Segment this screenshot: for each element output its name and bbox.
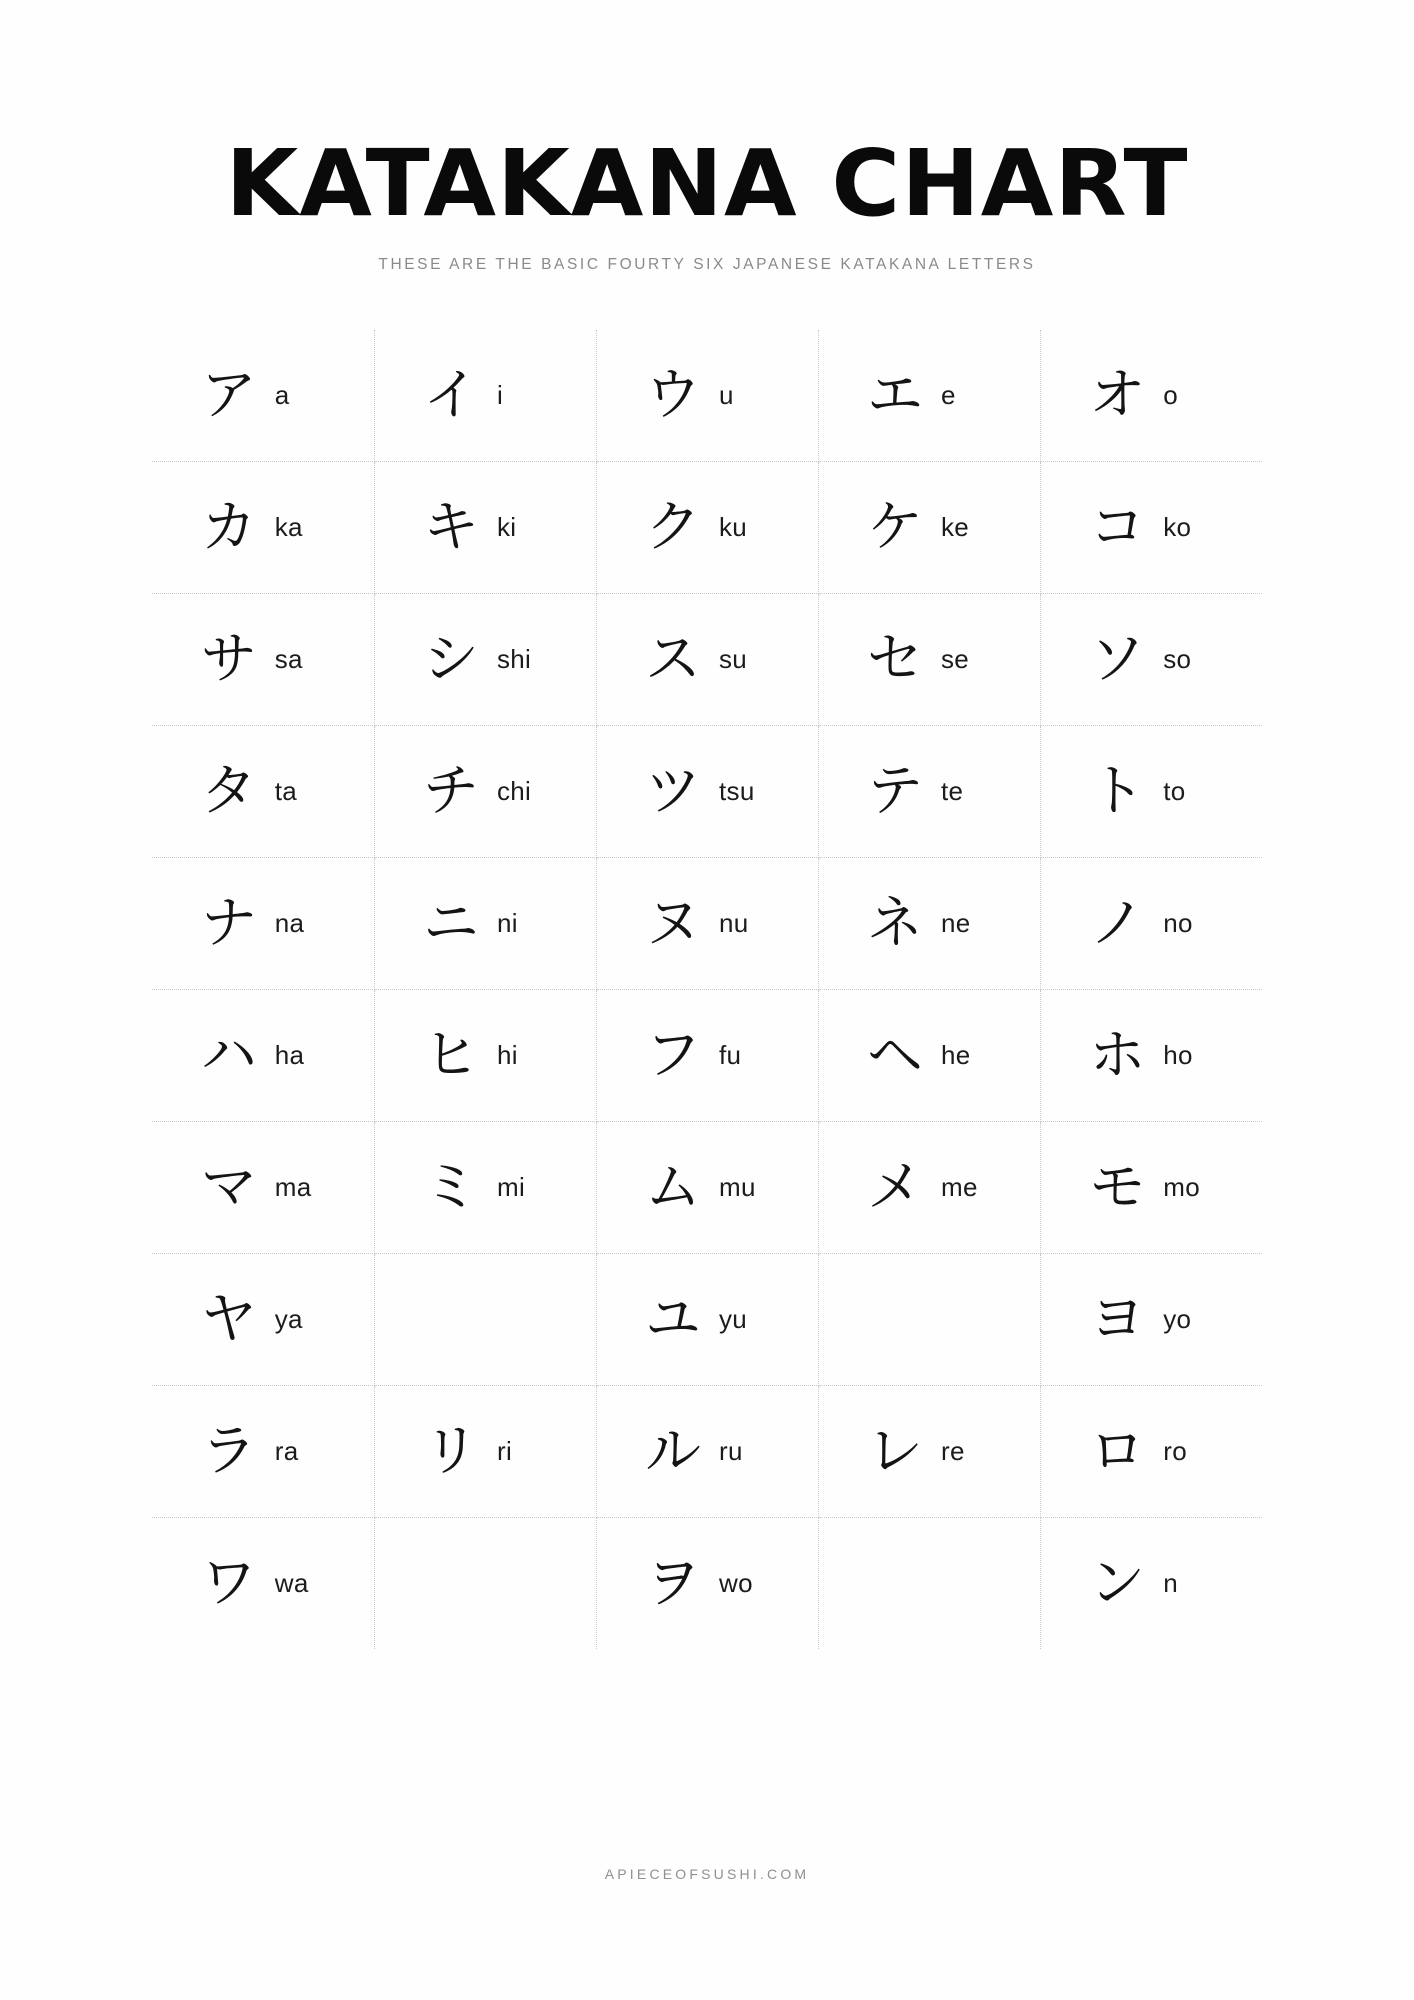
kana-cell bbox=[596, 858, 818, 990]
kana-cell-content bbox=[375, 1518, 596, 1649]
romaji-label: fu bbox=[719, 1040, 742, 1070]
kana-cell-content bbox=[375, 330, 596, 461]
romaji-label: hi bbox=[497, 1040, 518, 1070]
kana-cell-content bbox=[1041, 726, 1263, 857]
kana-cell-content bbox=[375, 1386, 596, 1517]
kana-cell-content bbox=[152, 1386, 374, 1517]
kana-cell bbox=[818, 462, 1040, 594]
table-row bbox=[152, 1518, 1262, 1650]
footer-credit: APIECEOFSUSHI.COM bbox=[604, 1866, 810, 1882]
kana-glyph: ネ bbox=[867, 890, 923, 956]
romaji-label: ya bbox=[274, 1304, 303, 1334]
kana-glyph: リ bbox=[423, 1418, 479, 1484]
kana-cell bbox=[596, 594, 818, 726]
kana-cell-content bbox=[375, 726, 596, 857]
kana-cell bbox=[818, 726, 1040, 858]
kana-glyph: シ bbox=[423, 626, 479, 692]
kana-cell-content bbox=[152, 858, 374, 989]
romaji-label: ta bbox=[274, 776, 298, 806]
kana-cell-content bbox=[819, 1518, 1040, 1649]
kana-glyph: イ bbox=[423, 362, 479, 428]
kana-glyph: ツ bbox=[645, 758, 701, 824]
kana-glyph: マ bbox=[200, 1154, 257, 1220]
kana-glyph: ヲ bbox=[645, 1550, 701, 1616]
romaji-label: u bbox=[719, 380, 734, 410]
kana-cell bbox=[596, 990, 818, 1122]
romaji-label: no bbox=[1163, 908, 1193, 938]
kana-glyph: ユ bbox=[645, 1286, 701, 1352]
kana-cell-content bbox=[597, 462, 818, 593]
table-row bbox=[152, 990, 1262, 1122]
kana-cell bbox=[152, 330, 374, 462]
kana-cell-content bbox=[1041, 1254, 1263, 1385]
kana-cell bbox=[152, 1518, 374, 1650]
kana-cell bbox=[1040, 1122, 1262, 1254]
kana-glyph: ロ bbox=[1089, 1418, 1146, 1484]
kana-cell bbox=[1040, 1518, 1262, 1650]
romaji-label: ri bbox=[497, 1436, 513, 1466]
romaji-label: nu bbox=[719, 908, 749, 938]
kana-cell-content bbox=[819, 858, 1040, 989]
romaji-label: shi bbox=[497, 644, 532, 674]
kana-cell bbox=[596, 462, 818, 594]
kana-cell bbox=[1040, 462, 1262, 594]
kana-cell-content bbox=[1041, 1518, 1263, 1649]
table-row bbox=[152, 594, 1262, 726]
kana-glyph: ム bbox=[645, 1154, 701, 1220]
kana-glyph: ヤ bbox=[200, 1286, 257, 1352]
page-subtitle: THESE ARE THE BASIC FOURTY SIX JAPANESE KATAKANA LETTERS bbox=[378, 256, 1036, 273]
kana-glyph: サ bbox=[200, 626, 257, 692]
romaji-label: ma bbox=[274, 1172, 312, 1202]
romaji-label: mi bbox=[497, 1172, 526, 1202]
kana-cell bbox=[374, 462, 596, 594]
kana-cell-content bbox=[819, 1122, 1040, 1253]
kana-cell bbox=[1040, 330, 1262, 462]
kana-glyph: ミ bbox=[423, 1154, 479, 1220]
kana-cell-content bbox=[597, 1518, 818, 1649]
romaji-label: ku bbox=[719, 512, 748, 542]
kana-cell-content bbox=[1041, 1122, 1263, 1253]
romaji-label: re bbox=[941, 1436, 965, 1466]
table-row bbox=[152, 1122, 1262, 1254]
table-row bbox=[152, 462, 1262, 594]
kana-cell-content bbox=[597, 1122, 818, 1253]
kana-cell-content bbox=[1041, 1386, 1263, 1517]
kana-cell bbox=[1040, 594, 1262, 726]
kana-glyph: キ bbox=[423, 494, 479, 560]
page-title: KATAKANA CHART bbox=[225, 130, 1189, 237]
kana-cell bbox=[818, 1122, 1040, 1254]
romaji-label: e bbox=[941, 380, 956, 410]
kana-cell-content bbox=[1041, 462, 1263, 593]
romaji-label: yu bbox=[719, 1304, 748, 1334]
romaji-label: se bbox=[941, 644, 970, 674]
table-row bbox=[152, 1386, 1262, 1518]
kana-cell-content bbox=[152, 462, 374, 593]
romaji-label: ke bbox=[941, 512, 970, 542]
kana-cell-content bbox=[1041, 990, 1263, 1121]
romaji-label: ho bbox=[1163, 1040, 1193, 1070]
romaji-label: n bbox=[1163, 1568, 1179, 1598]
kana-cell bbox=[152, 858, 374, 990]
katakana-table-body bbox=[152, 330, 1262, 1649]
kana-glyph: ワ bbox=[200, 1550, 257, 1616]
kana-cell-content bbox=[152, 726, 374, 857]
kana-cell-content bbox=[597, 1386, 818, 1517]
kana-cell bbox=[152, 990, 374, 1122]
table-row bbox=[152, 726, 1262, 858]
romaji-label: o bbox=[1163, 380, 1179, 410]
kana-glyph: オ bbox=[1089, 362, 1146, 428]
kana-cell-content bbox=[819, 330, 1040, 461]
kana-cell-content bbox=[819, 726, 1040, 857]
kana-glyph: ハ bbox=[200, 1022, 257, 1088]
kana-cell-content bbox=[597, 990, 818, 1121]
romaji-label: ha bbox=[274, 1040, 305, 1070]
romaji-label: ki bbox=[497, 512, 517, 542]
kana-cell-content bbox=[375, 1122, 596, 1253]
kana-glyph: モ bbox=[1089, 1154, 1146, 1220]
kana-glyph: フ bbox=[645, 1022, 701, 1088]
table-row bbox=[152, 1254, 1262, 1386]
romaji-label: ka bbox=[274, 512, 303, 542]
kana-glyph: ケ bbox=[867, 494, 923, 560]
kana-glyph: ク bbox=[645, 494, 701, 560]
kana-cell-content bbox=[819, 462, 1040, 593]
kana-cell bbox=[596, 1518, 818, 1650]
kana-cell bbox=[374, 1254, 596, 1386]
kana-cell bbox=[374, 1518, 596, 1650]
romaji-label: me bbox=[941, 1172, 978, 1202]
kana-cell-content bbox=[597, 858, 818, 989]
kana-glyph: テ bbox=[867, 758, 923, 824]
kana-cell-content bbox=[819, 1386, 1040, 1517]
romaji-label: tsu bbox=[719, 776, 755, 806]
romaji-label: chi bbox=[497, 776, 532, 806]
kana-cell-content bbox=[1041, 594, 1263, 725]
kana-cell bbox=[374, 594, 596, 726]
kana-cell-content bbox=[1041, 330, 1263, 461]
kana-cell bbox=[152, 594, 374, 726]
kana-cell bbox=[1040, 1386, 1262, 1518]
kana-cell bbox=[1040, 990, 1262, 1122]
kana-glyph: カ bbox=[200, 494, 257, 560]
romaji-label: wa bbox=[274, 1568, 309, 1598]
kana-cell bbox=[374, 858, 596, 990]
kana-glyph: ウ bbox=[645, 362, 701, 428]
kana-glyph: チ bbox=[423, 758, 479, 824]
kana-cell-content bbox=[375, 858, 596, 989]
kana-glyph: レ bbox=[867, 1418, 923, 1484]
kana-cell bbox=[152, 726, 374, 858]
kana-cell bbox=[1040, 726, 1262, 858]
kana-glyph: ラ bbox=[200, 1418, 257, 1484]
romaji-label: yo bbox=[1163, 1304, 1192, 1334]
romaji-label: ko bbox=[1163, 512, 1192, 542]
kana-cell bbox=[596, 1386, 818, 1518]
kana-glyph: ソ bbox=[1089, 626, 1146, 692]
kana-cell bbox=[818, 594, 1040, 726]
kana-cell bbox=[818, 330, 1040, 462]
kana-glyph: セ bbox=[867, 626, 923, 692]
kana-cell bbox=[818, 1518, 1040, 1650]
romaji-label: a bbox=[274, 380, 290, 410]
kana-glyph: ニ bbox=[423, 890, 479, 956]
kana-glyph: エ bbox=[867, 362, 923, 428]
kana-cell bbox=[374, 1386, 596, 1518]
kana-glyph: メ bbox=[867, 1154, 923, 1220]
kana-cell-content bbox=[597, 330, 818, 461]
kana-glyph: タ bbox=[200, 758, 257, 824]
kana-cell bbox=[818, 1254, 1040, 1386]
kana-cell-content bbox=[375, 990, 596, 1121]
kana-cell bbox=[596, 726, 818, 858]
kana-cell bbox=[374, 1122, 596, 1254]
kana-glyph: ホ bbox=[1089, 1022, 1146, 1088]
romaji-label: mo bbox=[1163, 1172, 1200, 1202]
kana-cell-content bbox=[819, 594, 1040, 725]
kana-cell-content bbox=[1041, 858, 1263, 989]
romaji-label: to bbox=[1163, 776, 1186, 806]
kana-cell-content bbox=[152, 594, 374, 725]
kana-glyph: ヘ bbox=[867, 1022, 923, 1088]
kana-glyph: ス bbox=[645, 626, 701, 692]
kana-cell bbox=[374, 990, 596, 1122]
kana-glyph: ヨ bbox=[1089, 1286, 1146, 1352]
kana-glyph: ヌ bbox=[645, 890, 701, 956]
kana-cell-content bbox=[597, 726, 818, 857]
romaji-label: wo bbox=[719, 1568, 753, 1598]
table-row bbox=[152, 858, 1262, 990]
romaji-label: i bbox=[497, 380, 504, 410]
kana-cell bbox=[1040, 1254, 1262, 1386]
kana-glyph: コ bbox=[1089, 494, 1146, 560]
romaji-label: ra bbox=[274, 1436, 299, 1466]
kana-cell bbox=[818, 858, 1040, 990]
romaji-label: su bbox=[719, 644, 748, 674]
kana-cell-content bbox=[375, 462, 596, 593]
kana-cell bbox=[374, 330, 596, 462]
kana-cell bbox=[818, 990, 1040, 1122]
kana-cell bbox=[1040, 858, 1262, 990]
romaji-label: ro bbox=[1163, 1436, 1187, 1466]
kana-cell bbox=[818, 1386, 1040, 1518]
kana-cell-content bbox=[152, 1122, 374, 1253]
kana-glyph: ア bbox=[200, 362, 257, 428]
kana-cell-content bbox=[152, 1518, 374, 1649]
kana-glyph: ト bbox=[1089, 758, 1146, 824]
katakana-table bbox=[152, 330, 1262, 1649]
kana-cell-content bbox=[152, 990, 374, 1121]
kana-glyph: ン bbox=[1089, 1550, 1146, 1616]
kana-cell-content bbox=[597, 1254, 818, 1385]
kana-glyph: ル bbox=[645, 1418, 701, 1484]
kana-cell-content bbox=[819, 1254, 1040, 1385]
romaji-label: te bbox=[941, 776, 964, 806]
romaji-label: mu bbox=[719, 1172, 756, 1202]
kana-cell bbox=[152, 462, 374, 594]
kana-cell-content bbox=[152, 330, 374, 461]
kana-cell-content bbox=[597, 594, 818, 725]
romaji-label: ni bbox=[497, 908, 518, 938]
kana-glyph: ヒ bbox=[423, 1022, 479, 1088]
table-row bbox=[152, 330, 1262, 462]
kana-cell bbox=[374, 726, 596, 858]
kana-cell bbox=[596, 330, 818, 462]
romaji-label: sa bbox=[274, 644, 303, 674]
kana-cell-content bbox=[375, 1254, 596, 1385]
kana-cell bbox=[152, 1254, 374, 1386]
kana-cell-content bbox=[375, 594, 596, 725]
romaji-label: na bbox=[274, 908, 305, 938]
kana-glyph: ナ bbox=[200, 890, 257, 956]
kana-cell bbox=[152, 1122, 374, 1254]
romaji-label: ru bbox=[719, 1436, 743, 1466]
romaji-label: so bbox=[1163, 644, 1192, 674]
kana-cell bbox=[596, 1122, 818, 1254]
kana-cell bbox=[596, 1254, 818, 1386]
kana-cell-content bbox=[819, 990, 1040, 1121]
kana-cell-content bbox=[152, 1254, 374, 1385]
kana-cell bbox=[152, 1386, 374, 1518]
kana-glyph: ノ bbox=[1089, 890, 1146, 956]
romaji-label: ne bbox=[941, 908, 971, 938]
romaji-label: he bbox=[941, 1040, 971, 1070]
